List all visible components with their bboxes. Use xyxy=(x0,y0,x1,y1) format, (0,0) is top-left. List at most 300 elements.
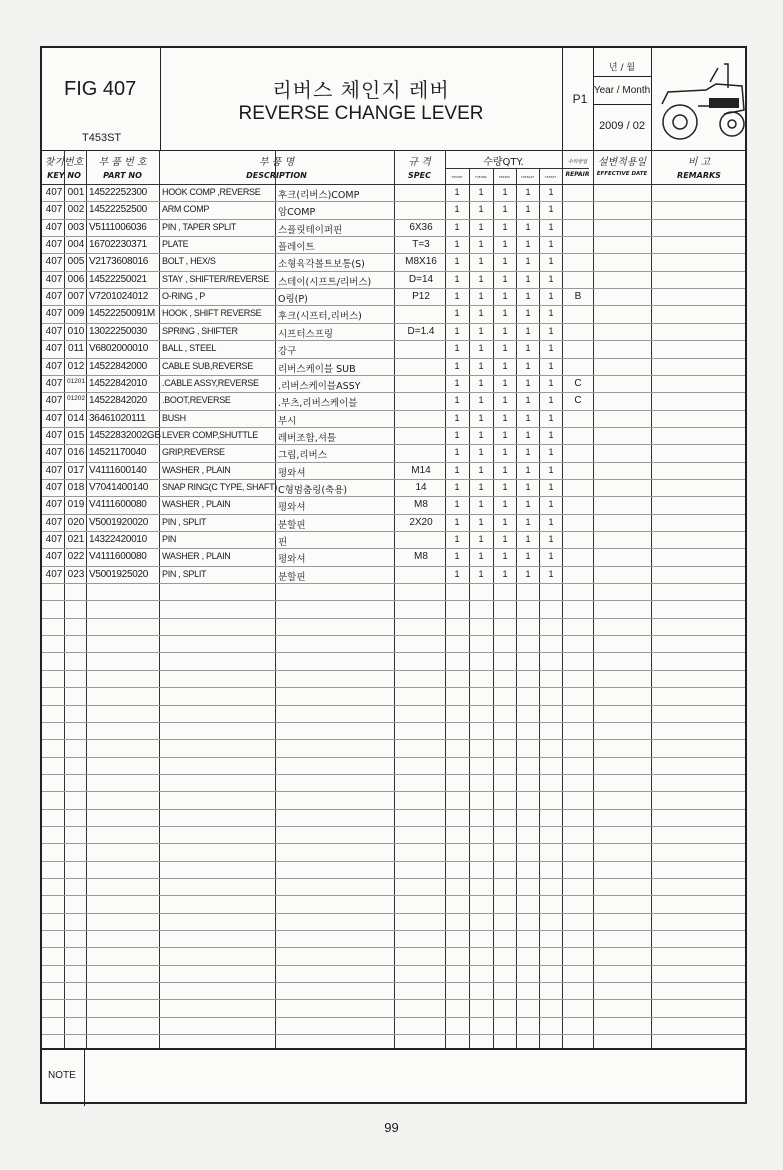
part-number-cell: 14522842010 xyxy=(89,377,147,389)
row-rule xyxy=(42,757,745,758)
quantity-cell: 1 xyxy=(502,239,508,250)
quantity-cell: 1 xyxy=(454,204,460,215)
fig-number-cell: 407 xyxy=(45,464,63,476)
part-number-cell: 14522250091M xyxy=(89,308,155,320)
key-number-cell: 019 xyxy=(67,499,85,511)
effective-date-korean: 설변적용일 xyxy=(597,157,647,168)
description-cell: WASHER , PLAIN xyxy=(162,464,231,475)
key-number-cell: 012 xyxy=(67,360,85,372)
table-row xyxy=(42,323,745,341)
quantity-cell: 1 xyxy=(548,412,554,423)
quantity-cell: 1 xyxy=(502,534,508,544)
quantity-cell: 1 xyxy=(502,273,508,284)
row-rule xyxy=(42,1017,745,1018)
title-korean: 리버스 체인지 레버 xyxy=(272,78,450,102)
table-row xyxy=(42,444,745,462)
quantity-cell: 1 xyxy=(548,534,554,544)
description-cell: WASHER , PLAIN xyxy=(162,499,231,510)
row-rule xyxy=(42,809,745,810)
quantity-cell: 1 xyxy=(478,447,484,458)
quantity-cell: 1 xyxy=(502,360,508,371)
quantity-cell: 1 xyxy=(548,395,554,406)
page-code: P1 xyxy=(572,92,588,106)
row-rule xyxy=(42,843,745,844)
key-number-cell: 004 xyxy=(67,239,85,251)
part-number-cell: V4111600080 xyxy=(89,499,147,511)
table-row xyxy=(42,271,745,289)
repair-cell: C xyxy=(574,395,582,407)
korean-name-cell: 평와셔 xyxy=(278,502,306,514)
description-cell: LEVER COMP,SHUTTLE xyxy=(162,429,258,440)
part-number-cell: 14522252300 xyxy=(89,187,147,198)
row-rule xyxy=(42,652,745,653)
spec-header: SPEC xyxy=(408,171,431,180)
quantity-cell: 1 xyxy=(525,239,531,250)
page-number: 99 xyxy=(384,1120,399,1135)
quantity-cell: 1 xyxy=(548,221,554,232)
fig-number-cell: 407 xyxy=(45,377,63,389)
table-row xyxy=(42,427,745,445)
table-row xyxy=(42,340,745,358)
part-number-cell: 14521170040 xyxy=(89,447,147,459)
quantity-cell: 1 xyxy=(502,412,508,423)
quantity-cell: 1 xyxy=(454,273,460,284)
key-number-cell: 015 xyxy=(67,429,85,441)
korean-name-cell: 분할핀 xyxy=(278,571,306,583)
row-rule xyxy=(42,947,745,948)
description-cell: GRIP,REVERSE xyxy=(162,447,225,458)
row-rule xyxy=(42,982,745,983)
year-month-date: 2009 / 02 xyxy=(599,120,645,132)
description-cell: WASHER , PLAIN xyxy=(162,551,231,562)
row-rule xyxy=(42,965,745,966)
key-number-cell: 023 xyxy=(67,568,85,580)
part-number-cell: 14522842000 xyxy=(89,360,147,372)
quantity-cell: 1 xyxy=(548,429,554,440)
part-number-cell: 36461020111 xyxy=(89,412,146,424)
table-row xyxy=(42,462,745,480)
table-row xyxy=(42,566,745,584)
table-row xyxy=(42,288,745,306)
table-row xyxy=(42,392,745,410)
parts-table xyxy=(42,150,745,1048)
row-rule xyxy=(42,687,745,688)
quantity-cell: 1 xyxy=(548,464,554,475)
fig-number-cell: 407 xyxy=(45,221,63,233)
quantity-cell: 1 xyxy=(525,325,531,336)
table-row xyxy=(42,548,745,566)
table-row xyxy=(42,358,745,376)
fig-number-cell: 407 xyxy=(45,516,63,528)
description-cell: ARM COMP xyxy=(162,204,210,215)
quantity-cell: 1 xyxy=(548,325,554,336)
quantity-cell: 1 xyxy=(548,360,554,371)
quantity-cell: 1 xyxy=(525,308,531,319)
description-header: DESCRIPTION xyxy=(246,171,307,180)
quantity-cell: 1 xyxy=(502,464,508,475)
key-number-cell: 011 xyxy=(68,343,84,355)
korean-name-cell: 시프터스프링 xyxy=(278,328,334,340)
korean-name-cell: 플레이트 xyxy=(278,242,315,254)
effective-date-header: EFFECTIVE DATE xyxy=(596,171,648,177)
row-rule xyxy=(42,705,745,706)
quantity-cell: 1 xyxy=(548,273,554,284)
part-number-cell: 13022250030 xyxy=(89,325,147,337)
quantity-cell: 1 xyxy=(525,343,531,354)
key-number-cell: 007 xyxy=(67,291,85,303)
korean-name-cell: 소형육각볼트보통(S) xyxy=(278,259,365,271)
description-cell: PIN xyxy=(162,534,177,544)
description-cell: PLATE xyxy=(162,239,189,250)
part-number-cell: V5001925020 xyxy=(89,568,148,580)
row-rule xyxy=(42,670,745,671)
korean-name-cell: .리버스케이블ASSY xyxy=(278,380,361,392)
part-number-cell: 14522250021 xyxy=(89,273,147,285)
model-name: T453ST xyxy=(82,132,122,144)
fig-number-cell: 407 xyxy=(45,360,63,372)
quantity-cell: 1 xyxy=(525,464,531,475)
key-number-cell: 016 xyxy=(67,447,85,459)
quantity-cell: 1 xyxy=(478,412,484,423)
description-cell: BUSH xyxy=(162,412,186,423)
quantity-cell: 1 xyxy=(525,377,531,388)
table-row xyxy=(42,184,745,202)
quantity-cell: 1 xyxy=(502,516,508,527)
part-number-cell: 16702230371 xyxy=(89,239,147,251)
remarks-header: REMARKS xyxy=(677,171,721,180)
part-number-cell: V4111600080 xyxy=(89,551,147,563)
key-number-cell: 010 xyxy=(67,325,85,337)
table-row xyxy=(42,496,745,514)
key-number-cell: 020 xyxy=(67,516,85,528)
quantity-cell: 1 xyxy=(502,308,508,319)
description-cell: STAY , SHIFTER/REVERSE xyxy=(162,273,269,284)
key-number-cell: 001 xyxy=(67,187,85,198)
row-rule xyxy=(42,739,745,740)
key-number-cell: 017 xyxy=(67,464,85,476)
key-number-cell: 006 xyxy=(67,273,85,285)
quantity-cell: 1 xyxy=(478,343,484,354)
part-number-cell: V5001920020 xyxy=(89,516,148,528)
description-cell: BALL , STEEL xyxy=(162,343,217,354)
quantity-cell: 1 xyxy=(548,516,554,527)
quantity-cell: 1 xyxy=(454,256,460,267)
part-no-korean: 부 품 번 호 xyxy=(98,157,147,168)
quantity-cell: 1 xyxy=(525,221,531,232)
part-number-cell: V7041400140 xyxy=(89,481,148,493)
row-rule xyxy=(42,878,745,879)
quantity-cell: 1 xyxy=(454,308,460,319)
quantity-cell: 1 xyxy=(502,343,508,354)
fig-number-cell: 407 xyxy=(45,412,63,424)
part-number-cell: V6802000010 xyxy=(89,343,148,355)
korean-name-cell: 리버스케이블 SUB xyxy=(278,363,356,375)
description-cell: BOLT , HEX/S xyxy=(162,256,216,267)
header xyxy=(42,48,745,151)
korean-name-cell: 부시 xyxy=(278,415,297,427)
quantity-cell: 1 xyxy=(502,481,508,492)
quantity-cell: 1 xyxy=(478,187,484,197)
description-cell: .CABLE ASSY,REVERSE xyxy=(162,377,259,388)
row-rule xyxy=(42,600,745,601)
quantity-cell: 1 xyxy=(502,395,508,406)
quantity-cell: 1 xyxy=(525,360,531,371)
quantity-cell: 1 xyxy=(525,534,531,544)
table-row xyxy=(42,410,745,428)
quantity-cell: 1 xyxy=(454,395,460,406)
table-row xyxy=(42,479,745,497)
korean-name-cell: 스테이(시프트/리버스) xyxy=(278,276,372,288)
quantity-cell: 1 xyxy=(478,481,484,492)
quantity-cell: 1 xyxy=(478,395,484,406)
quantity-cell: 1 xyxy=(454,343,460,354)
quantity-cell: 1 xyxy=(548,568,554,579)
row-rule xyxy=(42,618,745,619)
quantity-cell: 1 xyxy=(502,499,508,510)
row-rule xyxy=(42,1034,745,1035)
table-row xyxy=(42,201,745,219)
quantity-cell: 1 xyxy=(502,429,508,440)
quantity-header: 수량QTY. xyxy=(483,157,524,168)
quantity-cell: 1 xyxy=(478,499,484,510)
korean-name-cell: O링(P) xyxy=(278,294,308,306)
quantity-cell: 1 xyxy=(525,481,531,492)
quantity-cell: 1 xyxy=(548,499,554,510)
korean-name-cell: 분할핀 xyxy=(278,519,306,531)
row-rule xyxy=(42,583,745,584)
quantity-cell: 1 xyxy=(548,291,554,302)
key-number-cell: 002 xyxy=(67,204,85,216)
korean-name-cell: 강구 xyxy=(278,346,297,358)
quantity-cell: 1 xyxy=(502,568,508,579)
quantity-cell: 1 xyxy=(478,429,484,440)
quantity-cell: 1 xyxy=(454,568,460,579)
quantity-cell: 1 xyxy=(454,239,460,250)
description-cell: CABLE SUB,REVERSE xyxy=(162,360,253,371)
korean-name-cell: 레버조합,셔틀 xyxy=(278,432,337,444)
quantity-cell: 1 xyxy=(454,464,460,475)
row-rule xyxy=(42,722,745,723)
spec-cell: M8 xyxy=(414,551,428,563)
key-number-cell: 018 xyxy=(67,481,85,493)
fig-number-cell: 407 xyxy=(45,325,63,337)
quantity-cell: 1 xyxy=(525,395,531,406)
quantity-cell: 1 xyxy=(548,481,554,492)
quantity-cell: 1 xyxy=(502,221,508,232)
repair-cell: C xyxy=(574,377,582,389)
tractor-icon xyxy=(654,54,746,144)
repair-cell: B xyxy=(574,291,582,303)
qty-model-3: T4635C xyxy=(498,175,511,179)
table-row xyxy=(42,305,745,323)
description-cell: PIN , TAPER SPLIT xyxy=(162,221,237,232)
spec-cell: D=1.4 xyxy=(407,325,435,337)
korean-name-cell: 암COMP xyxy=(278,207,316,219)
qty-model-2: T453NC xyxy=(475,175,487,179)
quantity-cell: 1 xyxy=(478,551,484,562)
key-number-cell: 022 xyxy=(67,551,85,563)
quantity-cell: 1 xyxy=(525,204,531,215)
quantity-cell: 1 xyxy=(502,204,508,215)
quantity-cell: 1 xyxy=(478,516,484,527)
part-number-cell: 14522842020 xyxy=(89,395,147,407)
quantity-cell: 1 xyxy=(454,187,460,197)
fig-number-cell: 407 xyxy=(45,308,63,320)
fig-number-cell: 407 xyxy=(45,447,63,459)
quantity-cell: 1 xyxy=(454,360,460,371)
spec-cell: T=3 xyxy=(412,239,430,251)
quantity-cell: 1 xyxy=(548,308,554,319)
quantity-cell: 1 xyxy=(525,447,531,458)
row-rule xyxy=(42,913,745,914)
description-cell: PIN , SPLIT xyxy=(162,568,207,579)
fig-number-cell: 407 xyxy=(45,551,63,563)
quantity-cell: 1 xyxy=(548,256,554,267)
quantity-cell: 1 xyxy=(502,291,508,302)
korean-name-cell: 핀 xyxy=(278,537,288,548)
description-cell: .BOOT,REVERSE xyxy=(162,395,231,406)
korean-name-cell: 평와셔 xyxy=(278,554,306,566)
part-number-cell: V4111600140 xyxy=(89,464,147,476)
fig-number-cell: 407 xyxy=(45,187,63,198)
quantity-cell: 1 xyxy=(548,187,554,197)
korean-name-cell: C형멈춤링(축용) xyxy=(278,484,348,496)
row-rule xyxy=(42,635,745,636)
quantity-cell: 1 xyxy=(478,308,484,319)
spec-cell: D=14 xyxy=(408,273,434,285)
quantity-cell: 1 xyxy=(478,256,484,267)
key-number-cell: 01201 xyxy=(66,377,86,385)
quantity-cell: 1 xyxy=(502,187,508,197)
quantity-cell: 1 xyxy=(525,291,531,302)
spec-cell: 6X36 xyxy=(409,221,433,233)
quantity-cell: 1 xyxy=(548,204,554,215)
part-number-cell: 14522832002GB xyxy=(89,429,161,441)
quantity-cell: 1 xyxy=(454,429,460,440)
spec-cell: M14 xyxy=(411,464,431,476)
qty-model-5: T4550T xyxy=(544,175,557,179)
quantity-cell: 1 xyxy=(478,221,484,232)
quantity-cell: 1 xyxy=(478,291,484,302)
quantity-cell: 1 xyxy=(525,429,531,440)
part-no-header: PART NO xyxy=(103,171,142,180)
spec-cell: 2X20 xyxy=(409,516,433,528)
description-cell: HOOK COMP ,REVERSE xyxy=(162,187,261,197)
quantity-cell: 1 xyxy=(548,343,554,354)
description-korean: 부 품 명 xyxy=(258,157,295,168)
quantity-cell: 1 xyxy=(525,516,531,527)
quantity-cell: 1 xyxy=(525,499,531,510)
title-english: REVERSE CHANGE LEVER xyxy=(238,103,484,124)
quantity-cell: 1 xyxy=(525,412,531,423)
part-number-cell: V5111006036 xyxy=(89,221,147,233)
spec-korean: 규 격 xyxy=(408,157,431,168)
key-number-cell: 003 xyxy=(67,221,85,233)
qty-model-1: T453ST xyxy=(451,175,463,179)
quantity-cell: 1 xyxy=(478,360,484,371)
quantity-cell: 1 xyxy=(548,239,554,250)
key-no-korean: 찾기번호 xyxy=(44,157,84,168)
quantity-cell: 1 xyxy=(454,481,460,492)
year-month-label: Year / Month xyxy=(593,85,651,96)
korean-name-cell: 후크(시프터,리버스) xyxy=(278,311,362,323)
quantity-cell: 1 xyxy=(525,187,531,197)
fig-number-cell: 407 xyxy=(45,534,63,545)
row-rule xyxy=(42,774,745,775)
fig-number-cell: 407 xyxy=(45,343,63,355)
korean-name-cell: 후크(리버스)COMP xyxy=(278,190,360,201)
fig-number-cell: 407 xyxy=(45,291,63,303)
spec-cell: 14 xyxy=(415,481,427,493)
quantity-cell: 1 xyxy=(478,568,484,579)
remarks-korean: 비 고 xyxy=(687,157,711,168)
quantity-cell: 1 xyxy=(502,256,508,267)
fig-number-cell: 407 xyxy=(45,395,63,407)
quantity-cell: 1 xyxy=(525,256,531,267)
repair-header: REPAIR xyxy=(565,171,590,178)
spec-cell: P12 xyxy=(412,291,430,303)
table-row xyxy=(42,531,745,549)
quantity-cell: 1 xyxy=(478,204,484,215)
table-row xyxy=(42,236,745,254)
quantity-cell: 1 xyxy=(548,377,554,388)
part-number-cell: 14522252500 xyxy=(89,204,147,216)
quantity-cell: 1 xyxy=(525,551,531,562)
fig-number-cell: 407 xyxy=(45,273,63,285)
table-row xyxy=(42,219,745,237)
quantity-cell: 1 xyxy=(502,377,508,388)
description-cell: SPRING , SHIFTER xyxy=(162,325,238,336)
key-number-cell: 009 xyxy=(67,308,85,320)
fig-number-cell: 407 xyxy=(45,429,63,441)
key-number-cell: 01202 xyxy=(66,395,86,403)
key-number-cell: 005 xyxy=(67,256,85,268)
part-number-cell: V7201024012 xyxy=(89,291,148,303)
quantity-cell: 1 xyxy=(548,551,554,562)
fig-number-cell: 407 xyxy=(45,499,63,511)
quantity-cell: 1 xyxy=(454,412,460,423)
korean-name-cell: 그립,리버스 xyxy=(278,450,327,462)
quantity-cell: 1 xyxy=(478,325,484,336)
description-cell: PIN , SPLIT xyxy=(162,516,207,527)
row-rule xyxy=(42,999,745,1000)
quantity-cell: 1 xyxy=(454,551,460,562)
key-no-header: KEY NO xyxy=(47,171,81,180)
quantity-cell: 1 xyxy=(454,516,460,527)
part-number-cell: V2173608016 xyxy=(89,256,148,268)
quantity-cell: 1 xyxy=(454,534,460,544)
figure-number: FIG 407 xyxy=(64,78,137,100)
quantity-cell: 1 xyxy=(548,447,554,458)
quantity-cell: 1 xyxy=(478,239,484,250)
fig-number-cell: 407 xyxy=(45,256,63,268)
repair-korean: 수리방법 xyxy=(567,159,588,165)
description-cell: HOOK , SHIFT REVERSE xyxy=(162,308,262,319)
quantity-cell: 1 xyxy=(478,273,484,284)
quantity-cell: 1 xyxy=(525,568,531,579)
fig-number-cell: 407 xyxy=(45,239,63,251)
spec-cell: M8 xyxy=(414,499,428,511)
quantity-cell: 1 xyxy=(454,291,460,302)
spec-cell: M8X16 xyxy=(405,256,437,268)
fig-number-cell: 407 xyxy=(45,204,63,216)
description-cell: O-RING , P xyxy=(162,291,206,302)
qty-model-4: T4550AT xyxy=(520,175,535,179)
note-area xyxy=(42,1048,745,1106)
korean-name-cell: 평와셔 xyxy=(278,467,306,479)
quantity-cell: 1 xyxy=(454,221,460,232)
quantity-cell: 1 xyxy=(454,325,460,336)
